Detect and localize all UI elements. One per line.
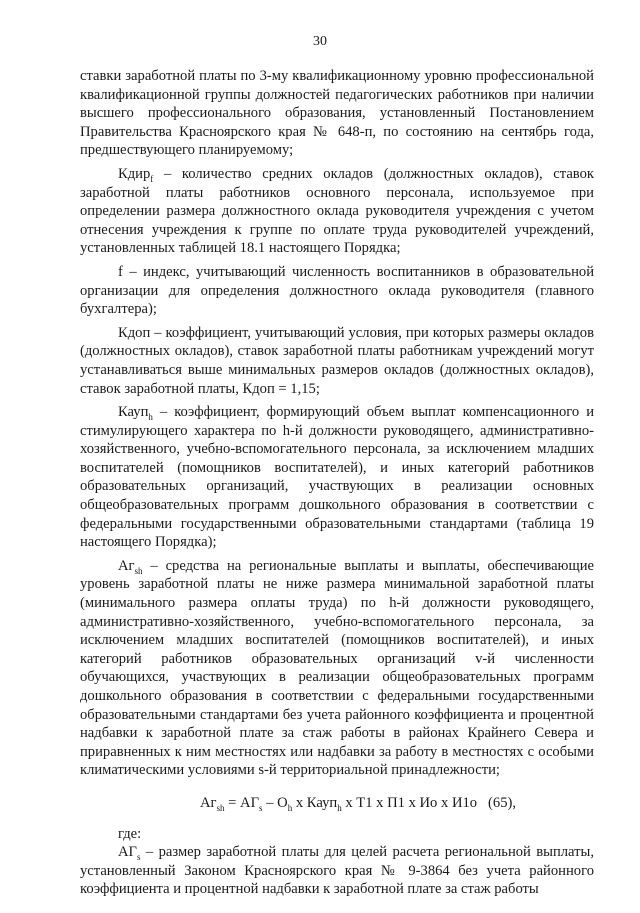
paragraph-kdop: Кдоп – коэффициент, учитывающий условия, при которых размеры окладов (должностных окладов), ставок заработной платы работникам учреждений могут устанавливаться выше минимальных размеров окладов (должностных окладов), ставок заработной платы, Кдоп = 1,15; xyxy=(80,324,594,397)
page-number: 30 xyxy=(313,34,327,49)
definition-ags: – размер заработной платы для целей расчета региональной выплаты, установленный Законом Красноярского края № 9-3864 без учета районного коэффициента и процентной надбавки к заработной плате за стаж работы xyxy=(80,844,594,898)
formula-subscript: s xyxy=(259,802,263,813)
definition-kdir: – количество средних окладов (должностных окладов), ставок заработной платы работников основного персонала, используемое при определении размера должностного оклада руководителя учреждения с учетом отнесения учреждения к группе по оплате труда руководителей учреждений, установленных таблицей 18.1 настоящего Порядка; xyxy=(80,165,594,257)
term-kaup: Кауп xyxy=(118,404,149,421)
document-body xyxy=(80,67,594,899)
definition-ag: – средства на региональные выплаты и выплаты, обеспечивающие уровень заработной платы не ниже размера минимальной заработной платы (минимального размера оплаты труда) по h-й должности руководящего, административно-хозяйственного, учебно-вспомогательного персонала, за исключением младших воспитателей (помощников воспитателей), и иных категорий работников образовательных организаций v-й численности обучающихся, участвующих в реализации общеобразовательных программ дошкольного образования в соответствии с федеральными государственными образовательными стандартами без учета районного коэффициента и процентной надбавки к заработной плате за стаж работы в районах Крайнего Севера и приравненных к ним местностях или надбавки за работу в местностях с особыми климатическими условиями s-й территориальной принадлежности; xyxy=(80,557,594,779)
paragraph-ag xyxy=(80,557,594,780)
formula-part: = АГ xyxy=(224,794,260,811)
definition-kaup: – коэффициент, формирующий объем выплат компенсационного и стимулирующего характера по h-й должности руководящего, административно-хозяйственного, учебно-вспомогательного персонала, за исключением младших воспитателей (помощников воспитателей), и иных категорий работников образовательных организаций, участвующих в реализации основных общеобразовательных программ дошкольного образования в соответствии с федеральными государственными образовательными стандартами (таблица 19 настоящего Порядка); xyxy=(80,404,594,551)
formula-subscript: h xyxy=(337,802,342,813)
formula-part: Аг xyxy=(199,794,217,811)
term-ags-subscript: s xyxy=(136,852,141,863)
where-label: где: xyxy=(118,825,142,842)
term-kdir-subscript: f xyxy=(150,173,154,184)
formula-subscript: sh xyxy=(216,802,225,813)
paragraph-f-index: f – индекс, учитывающий численность воспитанников в образовательной организации для определения должностного оклада руководителя (главного бухгалтера); xyxy=(80,263,594,318)
paragraph-ags xyxy=(80,843,594,899)
paragraph-continuation: ставки заработной платы по 3-му квалификационному уровню профессиональной квалификационной группы должностей педагогических работников при наличии высшего профессионального образования, установленный Постановлением Правительства Красноярского края № 648-п, по состоянию на сентябрь года, предшествующего планируемому; xyxy=(80,68,594,159)
formula-subscript: h xyxy=(287,802,293,813)
paragraph-kaup xyxy=(80,403,594,552)
term-kdir: Кдир xyxy=(118,165,151,182)
term-kaup-subscript: h xyxy=(148,412,153,422)
formula-part: – О xyxy=(262,794,288,811)
formula-number: (65), xyxy=(488,794,517,811)
formula-part: х Кауп xyxy=(292,794,338,811)
term-ags: АГ xyxy=(118,844,137,861)
formula-part: х Т1 х П1 х Ио х И1о xyxy=(341,794,478,811)
paragraph-kdir xyxy=(80,165,594,258)
formula-65 xyxy=(80,794,594,813)
term-ag: Аг xyxy=(118,557,135,574)
term-ag-subscript: sh xyxy=(134,565,143,576)
